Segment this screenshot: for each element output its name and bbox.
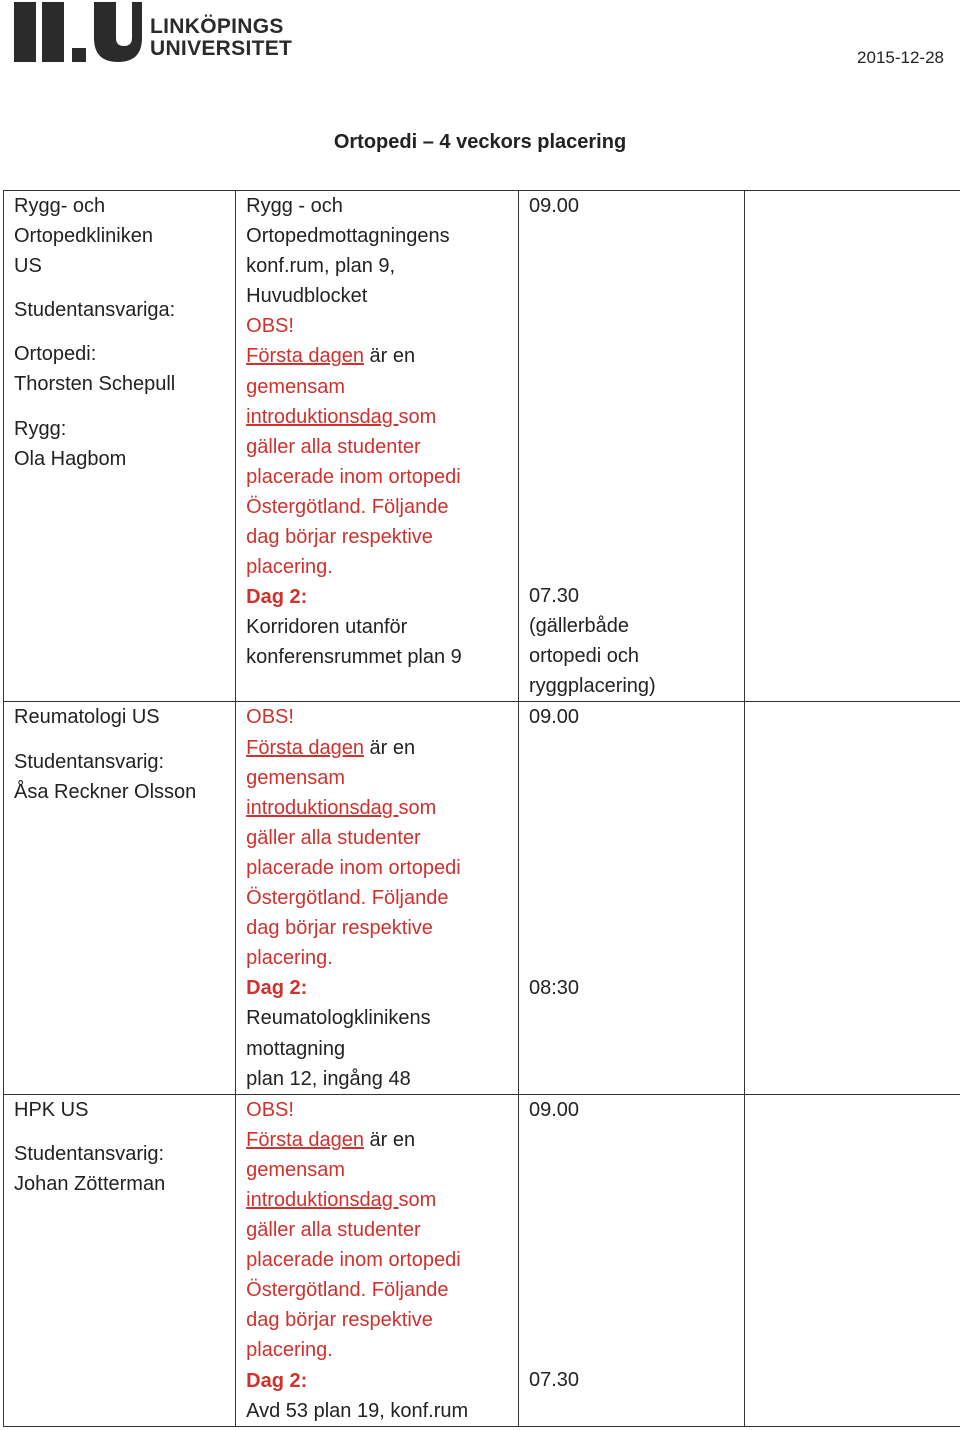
note-text: Första dagen [246,1128,364,1151]
day2-label: Dag 2: [246,1369,308,1392]
note-text: Östergötland. [246,495,367,518]
time-note: (gällerbåde [528,615,630,638]
time-day2: 07.30 [528,585,580,608]
unit-line: Rygg- och [14,195,106,217]
note-text: Följande [366,495,449,518]
unit-line: Reumatologi US [14,706,160,729]
day2-location: konferensrummet plan 9 [246,646,462,669]
document-date: 2015-12-28 [857,48,944,67]
table-row [4,702,960,1094]
note-text: är en [364,736,416,759]
note-text: placerade inom ortopedi [246,1249,461,1272]
time-first-day: 09.00 [528,1098,580,1121]
note-text: gemensam [246,1158,346,1181]
empty-cell [745,702,960,1094]
day2-location: plan 12, ingång 48 [246,1067,411,1090]
note-text: Första dagen [246,345,364,368]
location-cell [236,191,519,702]
time-cell [518,191,744,702]
time-cell [518,702,744,1094]
obs-label: OBS! [246,315,294,338]
obs-label: OBS! [246,1098,294,1121]
unit-cell [4,1094,236,1426]
time-day2: 07.30 [528,1368,580,1391]
page-title: Ortopedi – 4 veckors placering [333,131,627,153]
liu-logo-mark [14,2,144,68]
note-text: som [398,796,437,819]
note-text: dag börjar respektive [246,526,433,549]
note-text: Östergötland. [246,887,367,910]
note-text: placerade inom ortopedi [246,465,461,488]
responsible-role: Ortopedi: [14,343,97,366]
logo-text: LINKÖPINGS UNIVERSITET [150,15,293,60]
unit-cell [4,191,236,702]
note-text: Östergötland. [246,1279,367,1302]
day2-location: mottagning [246,1037,346,1060]
unit-line: US [14,255,42,278]
note-text: gemensam [246,375,346,398]
unit-cell [4,702,236,1094]
time-note: ryggplacering) [528,675,656,698]
note-text: är en [364,345,416,368]
responsible-label: Studentansvarig: [14,1142,165,1165]
time-first-day: 09.00 [528,195,580,217]
location-line: Ortopedmottagningens [246,225,450,248]
note-text: gemensam [246,766,346,789]
day2-location: Korridoren utanför [246,616,408,639]
placement-table [3,190,960,1427]
note-text: dag börjar respektive [246,1309,433,1332]
time-day2: 08:30 [528,976,580,999]
responsible-name: Åsa Reckner Olsson [14,780,197,803]
day2-location: Avd 53 plan 19, konf.rum [246,1399,469,1422]
location-line: Rygg - och [246,195,343,217]
note-text: Följande [366,887,449,910]
time-note: ortopedi och [528,645,640,668]
note-text: som [398,405,437,428]
note-text: placering. [246,1339,333,1362]
note-text: Första dagen [246,736,364,759]
empty-cell [745,191,960,702]
note-text: placering. [246,947,333,970]
note-text: introduktionsdag [246,796,399,819]
liu-logo [14,2,293,68]
note-text: gäller alla studenter [246,1219,421,1242]
note-text: dag börjar respektive [246,917,433,940]
table-row [4,191,960,702]
unit-line: HPK US [14,1098,89,1121]
unit-line: Ortopedkliniken [14,225,153,248]
time-first-day: 09.00 [528,706,580,729]
obs-label: OBS! [246,706,294,729]
note-text: är en [364,1128,416,1151]
responsible-label: Studentansvarig: [14,750,165,773]
location-cell [236,1094,519,1426]
day2-label: Dag 2: [246,586,308,609]
responsible-role: Rygg: [14,417,67,440]
note-text: som [398,1188,437,1211]
time-cell [518,1094,744,1426]
day2-location: Reumatologklinikens [246,1007,431,1030]
location-line: konf.rum, plan 9, [246,255,396,278]
responsible-name: Johan Zötterman [14,1172,166,1195]
note-text: Följande [366,1279,449,1302]
responsible-name: Ola Hagbom [14,447,127,470]
table-row [4,1094,960,1426]
note-text: introduktionsdag [246,1188,399,1211]
note-text: placering. [246,556,333,579]
note-text: gäller alla studenter [246,826,421,849]
responsible-name: Thorsten Schepull [14,373,176,396]
empty-cell [745,1094,960,1426]
note-text: gäller alla studenter [246,435,421,458]
day2-label: Dag 2: [246,977,308,1000]
note-text: placerade inom ortopedi [246,856,461,879]
location-line: Huvudblocket [246,285,368,308]
responsible-label: Studentansvariga: [14,299,176,322]
location-cell [236,702,519,1094]
note-text: introduktionsdag [246,405,399,428]
